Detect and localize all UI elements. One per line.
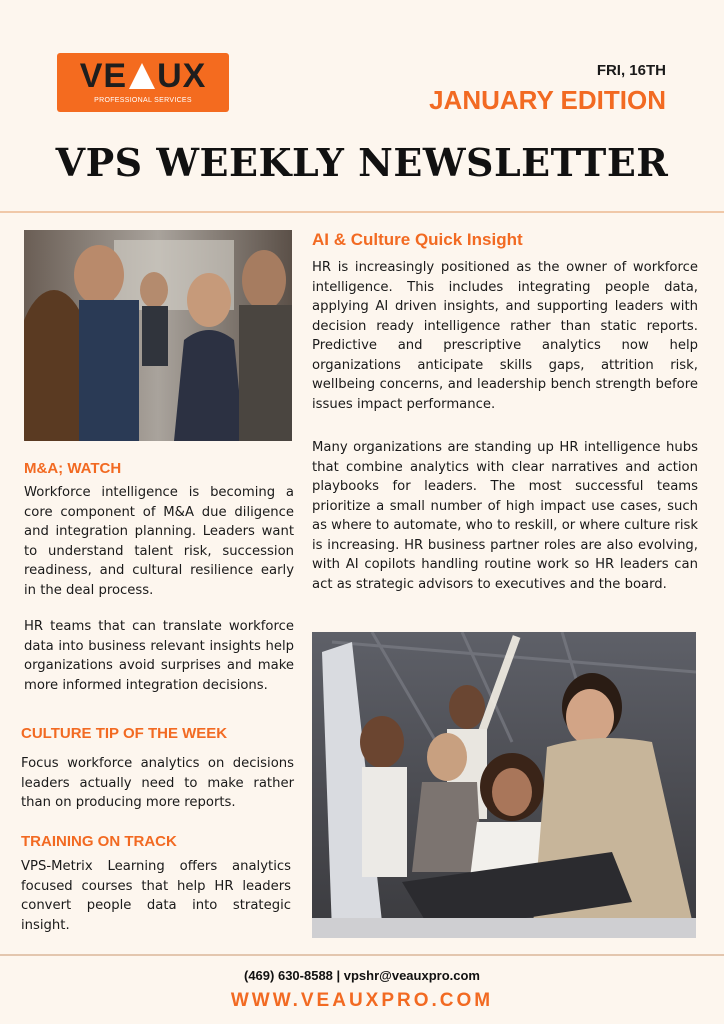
logo-wordmark: VE UX <box>79 57 207 95</box>
issue-date: FRI, 16TH <box>596 62 666 79</box>
footer-contact: (469) 630-8588 | vpshr@veauxpro.com <box>244 968 480 983</box>
logo-triangle-icon <box>129 63 155 89</box>
footer-divider <box>0 954 724 956</box>
training-text: VPS-Metrix Learning offers analytics focused courses that help HR leaders convert people data into strategic insight. <box>21 859 291 933</box>
logo-subtitle: PROFESSIONAL SERVICES <box>94 97 192 104</box>
ma-watch-paragraph-2: HR teams that can translate workforce data into business relevant insights help organizations avoid surprises and make more informed integration decisions. <box>24 619 294 693</box>
header-divider <box>0 211 724 213</box>
ai-culture-paragraph-1: HR is increasingly positioned as the owner of workforce intelligence. This includes integrating people data, applying AI driven insights, and supporting leaders with decision ready intelligence rather than static reports. Predictive and prescriptive analytics now help organizations anticipate skills gaps, attrition risk, wellbeing concerns, and leadership bench strength before issues impact performance. <box>312 260 698 412</box>
culture-tip-text: Focus workforce analytics on decisions leaders actually need to make rather than on producing more reports. <box>21 756 294 810</box>
networking-photo <box>24 230 292 441</box>
ai-culture-heading: AI & Culture Quick Insight <box>312 230 523 249</box>
ma-watch-heading: M&A; WATCH <box>24 460 122 477</box>
footer-website-link[interactable]: WWW.VEAUXPRO.COM <box>230 990 494 1011</box>
culture-tip-heading: CULTURE TIP OF THE WEEK <box>21 725 228 742</box>
company-logo <box>57 53 229 112</box>
ma-watch-paragraph-1: Workforce intelligence is becoming a core component of M&A due diligence and integration planning. Leaders want to understand talent risk, succession readiness, and cultural resilience early in the deal process. <box>24 485 294 598</box>
ai-culture-paragraph-2: Many organizations are standing up HR intelligence hubs that combine analytics with clear narratives and action playbooks for leaders. The most successful teams prioritize a small number of high impact use cases, such as where to automate, who to reskill, or where culture risk is increasing. HR business partner roles are also evolving, with AI copilots handling routine work so HR leaders can act as strategic advisors to executives and the board. <box>312 440 698 592</box>
training-heading: TRAINING ON TRACK <box>21 833 177 850</box>
team-laptop-photo <box>312 632 696 938</box>
edition-label: JANUARY EDITION <box>429 85 666 115</box>
newsletter-title: VPS WEEKLY NEWSLETTER <box>55 140 669 185</box>
